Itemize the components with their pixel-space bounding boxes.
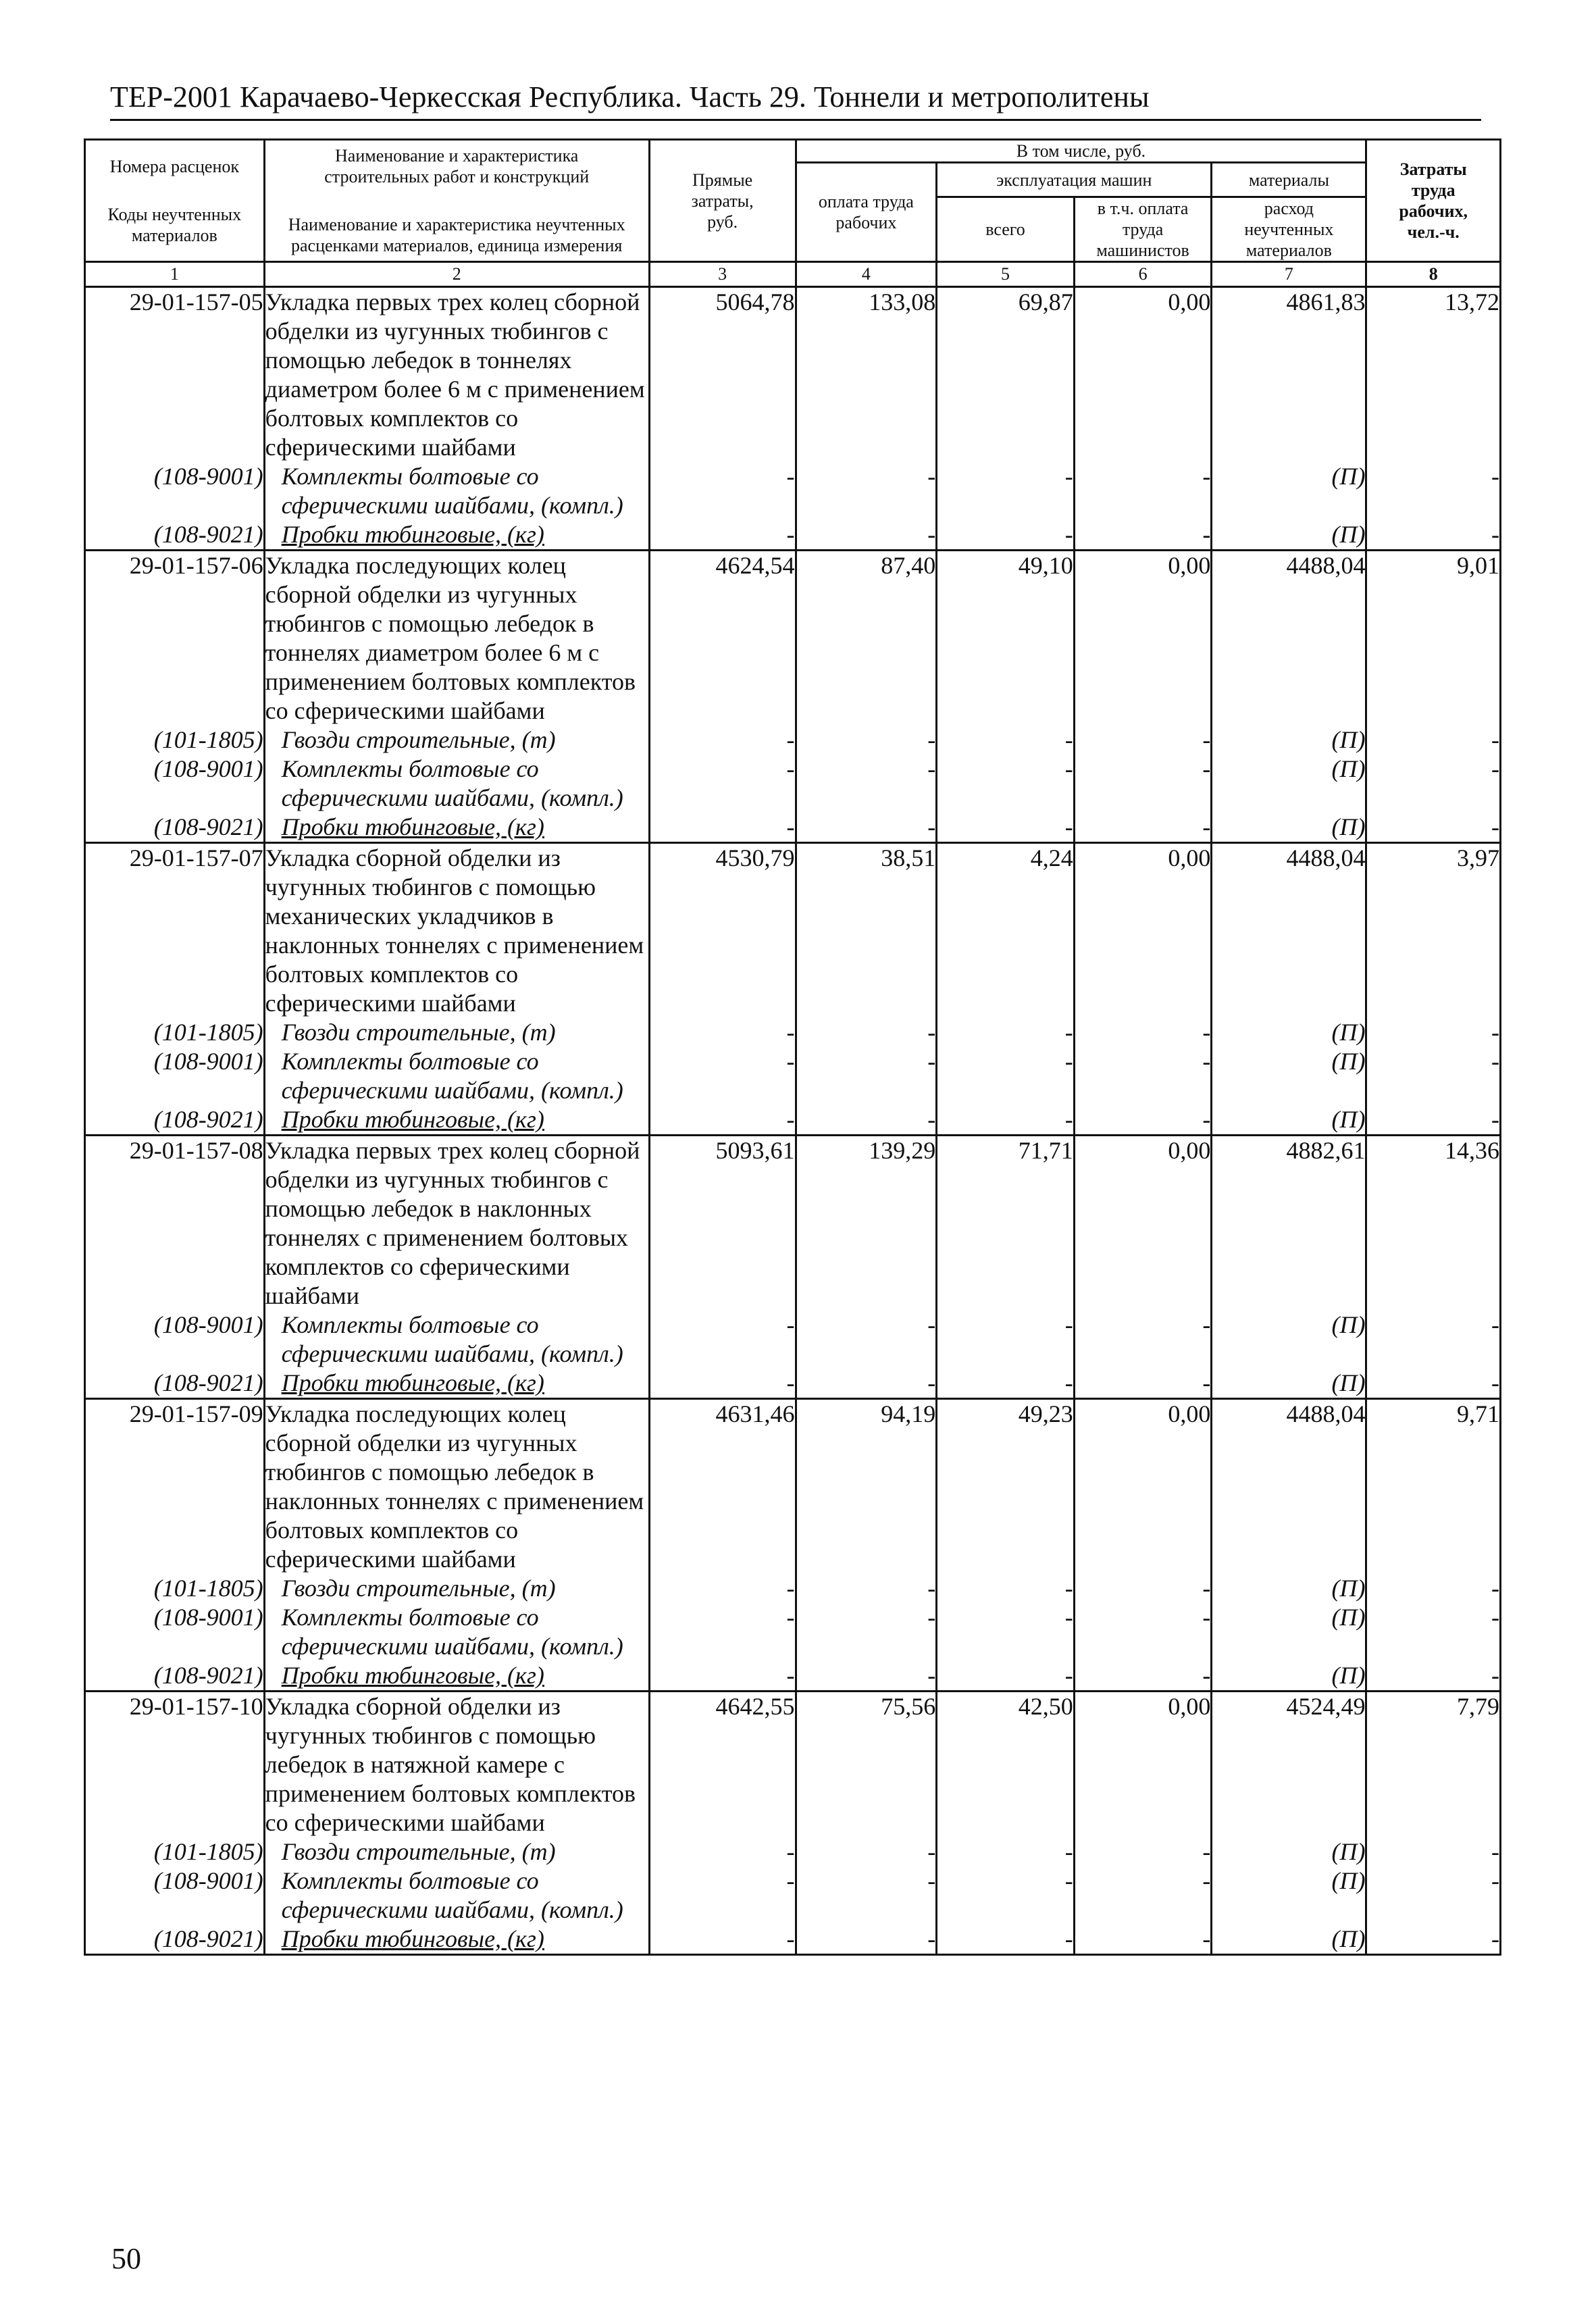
rate-direct: 4624,54: [649, 551, 796, 726]
col-hours-header: Затраты труда рабочих, чел.-ч.: [1366, 140, 1501, 262]
table-row: [85, 1136, 1501, 1311]
col-num-5: 5: [937, 262, 1075, 287]
rate-mat: 4488,04: [1212, 843, 1366, 1019]
table-row: [85, 1399, 1501, 1575]
material-row: [85, 520, 1501, 551]
rate-mach: 71,71: [937, 1136, 1075, 1311]
material-p: (П): [1212, 1018, 1366, 1047]
col-num-7: 7: [1212, 262, 1366, 287]
material-h: -: [1366, 1574, 1501, 1603]
material-d: -: [649, 1661, 796, 1692]
material-ml: -: [1074, 520, 1212, 551]
material-l: -: [796, 1837, 937, 1866]
rate-name: Укладка первых трех колец сборной обделки из чугунных тюбингов с помощью лебедок в наклонных тоннелях с применением болтовых комплектов со сферическими шайбами: [264, 1136, 649, 1311]
material-l: -: [796, 462, 937, 520]
material-m: -: [937, 1603, 1075, 1661]
material-code: (108-9021): [85, 520, 265, 551]
material-p: (П): [1212, 1369, 1366, 1399]
material-l: -: [796, 755, 937, 813]
material-d: -: [649, 1866, 796, 1925]
rate-labor: 75,56: [796, 1692, 937, 1838]
material-p: (П): [1212, 520, 1366, 551]
material-l: -: [796, 1018, 937, 1047]
rates-table: [84, 138, 1501, 1956]
rate-mach: 49,23: [937, 1399, 1075, 1575]
material-h: -: [1366, 1603, 1501, 1661]
material-m: -: [937, 1105, 1075, 1136]
material-d: -: [649, 726, 796, 755]
material-m: -: [937, 1574, 1075, 1603]
col-unaccounted-materials-header: расход неучтенных материалов: [1212, 197, 1366, 262]
rate-code: 29-01-157-09: [85, 1399, 265, 1575]
table-row: [85, 551, 1501, 726]
material-m: -: [937, 1866, 1075, 1925]
col-machines-total-header: всего: [937, 197, 1075, 262]
material-ml: -: [1074, 1837, 1212, 1866]
material-d: -: [649, 1603, 796, 1661]
rate-hours: 9,01: [1366, 551, 1501, 726]
material-ml: -: [1074, 726, 1212, 755]
material-p: (П): [1212, 1866, 1366, 1925]
material-code: (108-9001): [85, 755, 265, 813]
rate-mach-labor: 0,00: [1074, 287, 1212, 463]
material-h: -: [1366, 1105, 1501, 1136]
material-d: -: [649, 1369, 796, 1399]
material-name: Пробки тюбинговые, (кг): [264, 1925, 649, 1955]
material-code: (108-9001): [85, 462, 265, 520]
material-row: [85, 1837, 1501, 1866]
material-row: [85, 1925, 1501, 1955]
rate-name: Укладка сборной обделки из чугунных тюбингов с помощью лебедок в натяжной камере с применением болтовых комплектов со сферическими шайбами: [264, 1692, 649, 1838]
rate-direct: 5064,78: [649, 287, 796, 463]
col-machines-header: эксплуатация машин: [937, 163, 1212, 197]
material-m: -: [937, 520, 1075, 551]
material-name: Гвозди строительные, (т): [264, 1018, 649, 1047]
material-h: -: [1366, 726, 1501, 755]
material-d: -: [649, 1925, 796, 1955]
material-l: -: [796, 1311, 937, 1369]
col-machinists-header: в т.ч. оплата труда машинистов: [1074, 197, 1212, 262]
material-p: (П): [1212, 1603, 1366, 1661]
material-row: [85, 1018, 1501, 1047]
material-code: (108-9021): [85, 1925, 265, 1955]
rate-code: 29-01-157-05: [85, 287, 265, 463]
material-name: Комплекты болтовые со сферическими шайбами, (компл.): [264, 1047, 649, 1105]
rate-group: [85, 843, 1501, 1136]
material-code: (101-1805): [85, 1837, 265, 1866]
material-row: [85, 813, 1501, 843]
material-h: -: [1366, 1866, 1501, 1925]
material-code: (108-9021): [85, 1661, 265, 1692]
material-d: -: [649, 1047, 796, 1105]
material-l: -: [796, 1661, 937, 1692]
material-l: -: [796, 1047, 937, 1105]
material-h: -: [1366, 1311, 1501, 1369]
material-l: -: [796, 1369, 937, 1399]
material-p: (П): [1212, 462, 1366, 520]
col-num-1: 1: [85, 262, 265, 287]
material-m: -: [937, 755, 1075, 813]
page-title: ТЕР-2001 Карачаево-Черкесская Республика. Часть 29. Тоннели и метрополитены: [110, 80, 1481, 121]
material-name: Гвозди строительные, (т): [264, 1837, 649, 1866]
material-h: -: [1366, 462, 1501, 520]
material-d: -: [649, 813, 796, 843]
material-name: Пробки тюбинговые, (кг): [264, 1661, 649, 1692]
material-h: -: [1366, 1047, 1501, 1105]
rate-code: 29-01-157-07: [85, 843, 265, 1019]
material-ml: -: [1074, 755, 1212, 813]
rate-name: Укладка сборной обделки из чугунных тюбингов с помощью механических укладчиков в наклонных тоннелях с применением болтовых комплектов со сферическими шайбами: [264, 843, 649, 1019]
rate-name: Укладка первых трех колец сборной обделки из чугунных тюбингов с помощью лебедок в тоннелях диаметром более 6 м с применением болтовых комплектов со сферическими шайбами: [264, 287, 649, 463]
material-row: [85, 726, 1501, 755]
material-name: Пробки тюбинговые, (кг): [264, 1105, 649, 1136]
material-code: (108-9001): [85, 1047, 265, 1105]
material-p: (П): [1212, 1574, 1366, 1603]
material-p: (П): [1212, 1837, 1366, 1866]
material-ml: -: [1074, 1018, 1212, 1047]
material-p: (П): [1212, 1661, 1366, 1692]
material-m: -: [937, 1018, 1075, 1047]
material-m: -: [937, 1925, 1075, 1955]
col-num-3: 3: [649, 262, 796, 287]
rate-code: 29-01-157-06: [85, 551, 265, 726]
material-d: -: [649, 1574, 796, 1603]
rate-group: [85, 287, 1501, 551]
material-p: (П): [1212, 726, 1366, 755]
material-row: [85, 1369, 1501, 1399]
rate-code: 29-01-157-10: [85, 1692, 265, 1838]
material-row: [85, 1311, 1501, 1369]
material-h: -: [1366, 1925, 1501, 1955]
col-name-header: Наименование и характеристика строительных работ и конструкций Наименование и характеристика неучтенных расценками материалов, единица измерения: [264, 140, 649, 262]
material-row: [85, 755, 1501, 813]
rate-direct: 4642,55: [649, 1692, 796, 1838]
rate-mat: 4524,49: [1212, 1692, 1366, 1838]
material-row: [85, 1661, 1501, 1692]
rate-mach-labor: 0,00: [1074, 1136, 1212, 1311]
material-h: -: [1366, 1018, 1501, 1047]
material-l: -: [796, 726, 937, 755]
rate-name: Укладка последующих колец сборной обделки из чугунных тюбингов с помощью лебедок в тоннелях диаметром более 6 м с применением болтовых комплектов со сферическими шайбами: [264, 551, 649, 726]
rate-group: [85, 1399, 1501, 1692]
material-h: -: [1366, 520, 1501, 551]
material-d: -: [649, 755, 796, 813]
material-ml: -: [1074, 1047, 1212, 1105]
rate-labor: 133,08: [796, 287, 937, 463]
material-name: Пробки тюбинговые, (кг): [264, 813, 649, 843]
table-row: [85, 1692, 1501, 1838]
rate-hours: 9,71: [1366, 1399, 1501, 1575]
material-code: (108-9021): [85, 813, 265, 843]
col-num-8: 8: [1366, 262, 1501, 287]
rate-direct: 5093,61: [649, 1136, 796, 1311]
material-name: Комплекты болтовые со сферическими шайбами, (компл.): [264, 755, 649, 813]
material-row: [85, 1603, 1501, 1661]
material-m: -: [937, 1837, 1075, 1866]
rate-mat: 4488,04: [1212, 1399, 1366, 1575]
material-row: [85, 1866, 1501, 1925]
material-p: (П): [1212, 813, 1366, 843]
rate-mach-labor: 0,00: [1074, 1692, 1212, 1838]
rate-labor: 94,19: [796, 1399, 937, 1575]
material-code: (108-9021): [85, 1369, 265, 1399]
rate-mat: 4882,61: [1212, 1136, 1366, 1311]
material-h: -: [1366, 755, 1501, 813]
material-m: -: [937, 1661, 1075, 1692]
material-ml: -: [1074, 1105, 1212, 1136]
material-code: (101-1805): [85, 726, 265, 755]
rate-hours: 3,97: [1366, 843, 1501, 1019]
material-code: (108-9001): [85, 1866, 265, 1925]
col-codes-header: Номера расценок Коды неучтенных материалов: [85, 140, 265, 262]
col-num-6: 6: [1074, 262, 1212, 287]
col-num-2: 2: [264, 262, 649, 287]
material-l: -: [796, 813, 937, 843]
material-l: -: [796, 1105, 937, 1136]
rate-direct: 4530,79: [649, 843, 796, 1019]
material-m: -: [937, 726, 1075, 755]
material-code: (101-1805): [85, 1574, 265, 1603]
material-h: -: [1366, 1369, 1501, 1399]
material-ml: -: [1074, 1661, 1212, 1692]
material-name: Гвозди строительные, (т): [264, 726, 649, 755]
rate-hours: 7,79: [1366, 1692, 1501, 1838]
material-name: Гвозди строительные, (т): [264, 1574, 649, 1603]
rate-labor: 87,40: [796, 551, 937, 726]
material-row: [85, 1105, 1501, 1136]
material-row: [85, 1574, 1501, 1603]
material-name: Комплекты болтовые со сферическими шайбами, (компл.): [264, 462, 649, 520]
rate-group: [85, 1136, 1501, 1399]
material-ml: -: [1074, 813, 1212, 843]
material-code: (108-9001): [85, 1603, 265, 1661]
table-row: [85, 843, 1501, 1019]
material-l: -: [796, 1574, 937, 1603]
material-ml: -: [1074, 1369, 1212, 1399]
col-materials-header: материалы: [1212, 163, 1366, 197]
rate-hours: 13,72: [1366, 287, 1501, 463]
material-name: Комплекты болтовые со сферическими шайбами, (компл.): [264, 1311, 649, 1369]
material-l: -: [796, 1866, 937, 1925]
col-labor-header: оплата труда рабочих: [796, 163, 937, 262]
rate-mach: 4,24: [937, 843, 1075, 1019]
material-ml: -: [1074, 1925, 1212, 1955]
material-row: [85, 462, 1501, 520]
material-name: Пробки тюбинговые, (кг): [264, 520, 649, 551]
rate-mach: 69,87: [937, 287, 1075, 463]
material-h: -: [1366, 813, 1501, 843]
rate-code: 29-01-157-08: [85, 1136, 265, 1311]
rate-labor: 139,29: [796, 1136, 937, 1311]
rate-direct: 4631,46: [649, 1399, 796, 1575]
rate-mat: 4861,83: [1212, 287, 1366, 463]
material-name: Комплекты болтовые со сферическими шайбами, (компл.): [264, 1603, 649, 1661]
material-m: -: [937, 1311, 1075, 1369]
material-ml: -: [1074, 1866, 1212, 1925]
material-row: [85, 1047, 1501, 1105]
material-ml: -: [1074, 462, 1212, 520]
material-code: (108-9021): [85, 1105, 265, 1136]
material-d: -: [649, 1311, 796, 1369]
col-incl-header: В том числе, руб.: [796, 140, 1366, 163]
material-d: -: [649, 462, 796, 520]
material-p: (П): [1212, 1311, 1366, 1369]
material-ml: -: [1074, 1603, 1212, 1661]
material-d: -: [649, 1837, 796, 1866]
material-p: (П): [1212, 1047, 1366, 1105]
material-d: -: [649, 1018, 796, 1047]
col-num-4: 4: [796, 262, 937, 287]
material-p: (П): [1212, 1105, 1366, 1136]
material-name: Пробки тюбинговые, (кг): [264, 1369, 649, 1399]
material-m: -: [937, 1047, 1075, 1105]
rate-name: Укладка последующих колец сборной обделки из чугунных тюбингов с помощью лебедок в наклонных тоннелях с применением болтовых комплектов со сферическими шайбами: [264, 1399, 649, 1575]
material-name: Комплекты болтовые со сферическими шайбами, (компл.): [264, 1866, 649, 1925]
rate-mach-labor: 0,00: [1074, 551, 1212, 726]
material-code: (101-1805): [85, 1018, 265, 1047]
rate-mach: 49,10: [937, 551, 1075, 726]
page-number: 50: [111, 2242, 141, 2275]
material-l: -: [796, 1925, 937, 1955]
material-d: -: [649, 1105, 796, 1136]
rate-mach: 42,50: [937, 1692, 1075, 1838]
material-ml: -: [1074, 1311, 1212, 1369]
material-l: -: [796, 1603, 937, 1661]
rate-mach-labor: 0,00: [1074, 843, 1212, 1019]
material-ml: -: [1074, 1574, 1212, 1603]
material-l: -: [796, 520, 937, 551]
material-p: (П): [1212, 755, 1366, 813]
col-direct-header: Прямые затраты, руб.: [649, 140, 796, 262]
material-p: (П): [1212, 1925, 1366, 1955]
material-d: -: [649, 520, 796, 551]
material-h: -: [1366, 1837, 1501, 1866]
rate-group: [85, 551, 1501, 843]
material-m: -: [937, 1369, 1075, 1399]
rate-hours: 14,36: [1366, 1136, 1501, 1311]
material-h: -: [1366, 1661, 1501, 1692]
material-m: -: [937, 462, 1075, 520]
material-m: -: [937, 813, 1075, 843]
rate-group: [85, 1692, 1501, 1955]
rate-mach-labor: 0,00: [1074, 1399, 1212, 1575]
rate-labor: 38,51: [796, 843, 937, 1019]
rate-mat: 4488,04: [1212, 551, 1366, 726]
table-row: [85, 287, 1501, 463]
material-code: (108-9001): [85, 1311, 265, 1369]
